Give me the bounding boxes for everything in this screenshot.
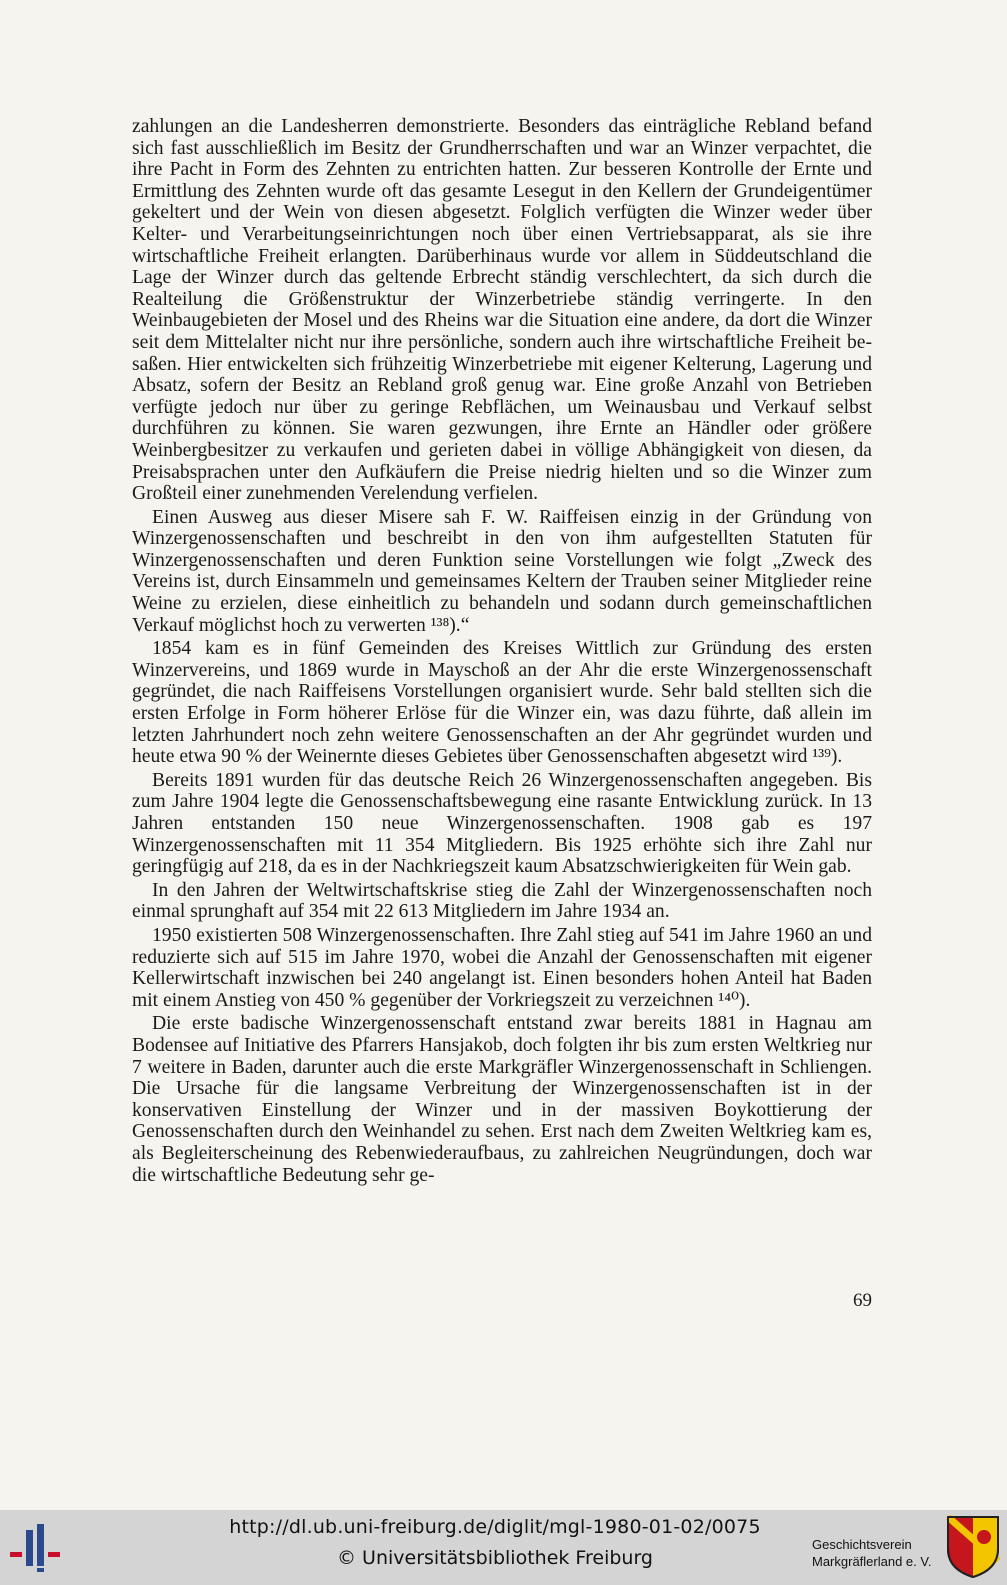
coat-of-arms-icon <box>946 1515 1000 1579</box>
paragraph: Die erste badische Winzergenossenschaft entstand zwar bereits 1881 in Hagnau am Bodensee auf Initiative des Pfarrers Hansjakob, doch folgten ihr bis zum ersten Weltkrieg nur 7 weitere in Baden, darunter auch die erste Markgräfler Winzergenossenschaft in Schliengen. Die Ursache für die langsame Verbreitung der Winzergenossenschaften ist in der konservativen Einstellung der Winzer und in der massiven Boykottierung der Genossenschaften durch den Weinhandel zu sehen. Erst nach dem Zweiten Weltkrieg kam es, als Begleiterscheinung des Rebenwiederaufbaus, zu zahlreichen Neugründungen, doch war die wirtschaftliche Bedeutung sehr ge- <box>132 1013 872 1186</box>
body-text <box>132 116 872 1188</box>
paragraph: 1854 kam es in fünf Gemeinden des Kreises Wittlich zur Gründung des ersten Winzervereins, und 1869 wurde in Mayschoß an der Ahr die erste Winzergenossenschaft gegründet, die nach Raiffeisens Vorstellungen organisiert wurde. Sehr bald stellten sich die ersten Erfolge in Form höherer Erlöse für die Winzer ein, was dazu führte, daß allein im letzten Jahrhundert noch zehn weitere Genossenschaften an der Ahr gegründet wurden und heute etwa 90 % der Weinernte dieses Gebietes über Genossenschaften abgesetzt wird ¹³⁹). <box>132 638 872 768</box>
library-logo-icon <box>10 1524 70 1572</box>
society-name-line: Geschichtsverein <box>812 1537 912 1552</box>
paragraph: 1950 existierten 508 Winzergenossenschaften. Ihre Zahl stieg auf 541 im Jahre 1960 an und reduzierte sich auf 515 im Jahre 1970, wobei die Anzahl der Genossenschaften mit eigener Kellerwirtschaft inzwischen bei 240 angelangt ist. Einen besonders hohen Anteil hat Baden mit einem Anstieg von 450 % gegenüber der Vorkriegszeit zu verzeichnen ¹⁴⁰). <box>132 924 872 1011</box>
document-url-link[interactable]: http://dl.ub.uni-freiburg.de/diglit/mgl-1980-01-02/0075 <box>229 1516 761 1538</box>
copyright-notice: © Universitätsbibliothek Freiburg <box>337 1547 653 1569</box>
paragraph: In den Jahren der Weltwirtschaftskrise stieg die Zahl der Winzergenossenschaften noch einmal sprunghaft auf 354 mit 22 613 Mitgliedern im Jahre 1934 an. <box>132 879 872 923</box>
paragraph: zahlungen an die Landesherren demonstrierte. Besonders das einträgliche Rebland befand sich fast ausschließlich im Besitz der Grundherrschaften und war an Winzer verpachtet, die ihre Pacht in Form des Zehnten zu entrichten hatten. Zur besseren Kontrolle der Ernte und Ermittlung des Zehnten wurde oft das gesamte Lesegut in den Kellern der Grundeigentümer gekeltert und der Wein von diesen abgesetzt. Folglich verfügten die Winzer weder über Kelter- und Verarbeitungseinrichtungen noch über einen Vertriebsapparat, als sie ihre wirtschaftliche Freiheit erlangten. Darüberhinaus wurde vor allem in Süddeutschland die Lage der Winzer durch das geltende Erbrecht ständig verschlechtert, da sich durch die Realteilung die Größenstruktur der Winzerbetriebe ständig verringerte. In den Weinbaugebieten der Mosel und des Rheins war die Situation eine andere, da dort die Winzer seit dem Mittelalter nicht nur ihre persönliche, sondern auch ihre wirtschaftliche Freiheit besaßen. Hier entwickelten sich frühzeitig Winzerbetriebe mit eigener Kelterung, Lagerung und Absatz, sofern der Besitz an Rebland groß genug war. Eine große Anzahl von Betrieben verfügte jedoch nur über zu geringe Rebflächen, um Weinausbau und Verkauf selbst durchführen zu können. Sie waren gezwungen, ihre Ernte an Händler oder größere Weinbergbesitzer zu verkaufen und gerieten dabei in völlige Abhängigkeit von diesen, da Preisabsprachen unter den Aufkäufern die Preise niedrig hielten und so die Winzer zum Großteil einer zunehmenden Verelendung verfielen. <box>132 116 872 505</box>
society-name-line: Markgräflerland e. V. <box>812 1554 932 1569</box>
paragraph: Einen Ausweg aus dieser Misere sah F. W. Raiffeisen einzig in der Gründung von Winzergenossenschaften und beschreibt in den von ihm aufgestellten Statuten für Winzergenossenschaften und deren Funktion seine Vorstellungen wie folgt „Zweck des Vereins ist, durch Einsammeln und gemeinsames Keltern der Trauben seiner Mitglieder reine Weine zu erzielen, diese einheitlich zu behandeln und sodann durch gemeinschaftlichen Verkauf möglichst hoch zu verwerten ¹³⁸).“ <box>132 506 872 636</box>
page-number: 69 <box>853 1290 872 1311</box>
viewer-footer <box>0 1510 1007 1585</box>
paragraph: Bereits 1891 wurden für das deutsche Reich 26 Winzergenossenschaften angegeben. Bis zum Jahre 1904 legte die Genossenschaftsbewegung eine rasante Entwicklung zurück. In 13 Jahren entstanden 150 neue Winzergenossenschaften. 1908 gab es 197 Winzergenossenschaften mit 11 354 Mitgliedern. Bis 1925 erhöhte sich ihre Zahl nur geringfügig auf 218, da es in der Nachkriegszeit kaum Absatzschwierigkeiten für Wein gab. <box>132 769 872 878</box>
society-name <box>812 1536 936 1570</box>
